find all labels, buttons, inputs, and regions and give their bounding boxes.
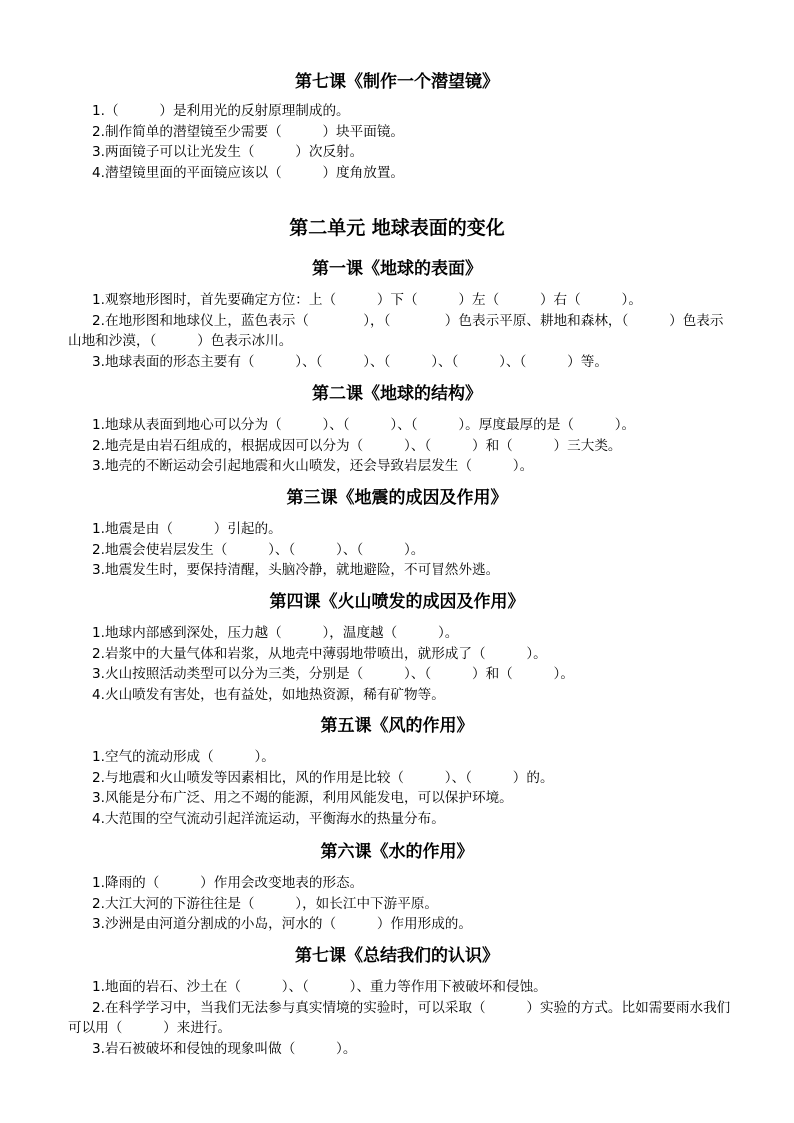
question-item: 1.（ ）是利用光的反射原理制成的。: [92, 103, 350, 119]
question-item: 1.降雨的（ ）作用会改变地表的形态。: [92, 875, 364, 891]
question-item: 1.地面的岩石、沙土在（ ）、（ ）、重力等作用下被破坏和侵蚀。: [92, 979, 547, 995]
lesson-title: 第五课《风的作用》: [320, 716, 474, 736]
lesson-title: 第七课《制作一个潜望镜》: [295, 72, 499, 92]
section-periscope: [0, 70, 794, 183]
question-item: 1.地球内部感到深处，压力越（ ），温度越（ ）。: [92, 625, 459, 641]
question-item: 3.地震发生时，要保持清醒，头脑冷静，就地避险，不可冒然外逃。: [92, 562, 500, 578]
question-list: [0, 290, 794, 372]
question-item: 2.制作简单的潜望镜至少需要（ ）块平面镜。: [92, 123, 405, 140]
question-item: 2.与地震和火山喷发等因素相比，风的作用是比较（ ）、（ ）的。: [92, 769, 554, 786]
section-summary: [0, 944, 794, 1059]
lesson-title: 第三课《地震的成因及作用》: [286, 488, 508, 508]
section-wind: [0, 714, 794, 829]
section-volcano: [0, 590, 794, 705]
question-item: 4.潜望镜里面的平面镜应该以（ ）度角放置。: [92, 164, 405, 181]
question-item: 1.观察地形图时，首先要确定方位：上（ ）下（ ）左（ ）右（ ）。: [92, 292, 642, 308]
unit-title: 第二单元 地球表面的变化: [289, 217, 505, 239]
question-list: [0, 623, 794, 705]
section-earth-surface: [0, 257, 794, 372]
question-item: 4.大范围的空气流动引起洋流运动，平衡海水的热量分布。: [92, 810, 445, 827]
lesson-title: 第一课《地球的表面》: [312, 259, 482, 279]
question-item: 3.岩石被破坏和侵蚀的现象叫做（ ）。: [92, 1040, 357, 1057]
question-item: 1.空气的流动形成（ ）。: [92, 749, 275, 765]
question-item: 3.风能是分布广泛、用之不竭的能源，利用风能发电，可以保护环境。: [92, 790, 513, 806]
lesson-title: 第四课《火山喷发的成因及作用》: [269, 592, 525, 612]
question-item: 1.地震是由（ ）引起的。: [92, 521, 282, 537]
question-item: 3.地球表面的形态主要有（ ）、（ ）、（ ）、（ ）、（ ）等。: [92, 353, 608, 370]
question-item: 3.沙洲是由河道分割成的小岛，河水的（ ）作用形成的。: [92, 916, 472, 932]
question-list: [0, 519, 794, 581]
question-list: [0, 415, 794, 477]
question-item: 2.大江大河的下游往往是（ ），如长江中下游平原。: [92, 895, 439, 912]
question-item: 4.火山喷发有害处，也有益处，如地热资源，稀有矿物等。: [92, 686, 445, 703]
question-item: 1.地球从表面到地心可以分为（ ）、（ ）、（ ）。厚度最厚的是（ ）。: [92, 417, 636, 433]
lesson-title: 第二课《地球的结构》: [312, 384, 482, 404]
question-item: 2.地壳是由岩石组成的，根据成因可以分为（ ）、（ ）和（ ）三大类。: [92, 437, 622, 454]
unit-heading: [0, 214, 794, 242]
question-item: 2.岩浆中的大量气体和岩浆，从地壳中薄弱地带喷出，就形成了（ ）。: [92, 645, 547, 662]
question-item: 3.地壳的不断运动会引起地震和火山喷发，还会导致岩层发生（ ）。: [92, 458, 534, 474]
question-item: 3.火山按照活动类型可以分为三类，分别是（ ）、（ ）和（ ）。: [92, 666, 574, 682]
question-list: [0, 747, 794, 829]
question-list: [0, 977, 794, 1059]
section-water: [0, 840, 794, 935]
lesson-title: 第六课《水的作用》: [320, 842, 474, 862]
question-item: 2.在地形图和地球仪上，蓝色表示（ ），（ ）色表示平原、耕地和森林，（ ）色表示山地和沙漠，（ ）色表示冰川。: [68, 312, 724, 349]
question-list: [0, 101, 794, 183]
section-earth-structure: [0, 382, 794, 477]
question-item: 2.地震会使岩层发生（ ）、（ ）、（ ）。: [92, 541, 425, 558]
section-earthquake: [0, 486, 794, 581]
question-item: 2.在科学学习中，当我们无法参与真实情境的实验时，可以采取（ ）实验的方式。比如需要雨水我们可以用（ ）来进行。: [68, 999, 731, 1036]
lesson-title: 第七课《总结我们的认识》: [295, 946, 499, 966]
question-list: [0, 873, 794, 935]
question-item: 3.两面镜子可以让光发生（ ）次反射。: [92, 144, 364, 160]
